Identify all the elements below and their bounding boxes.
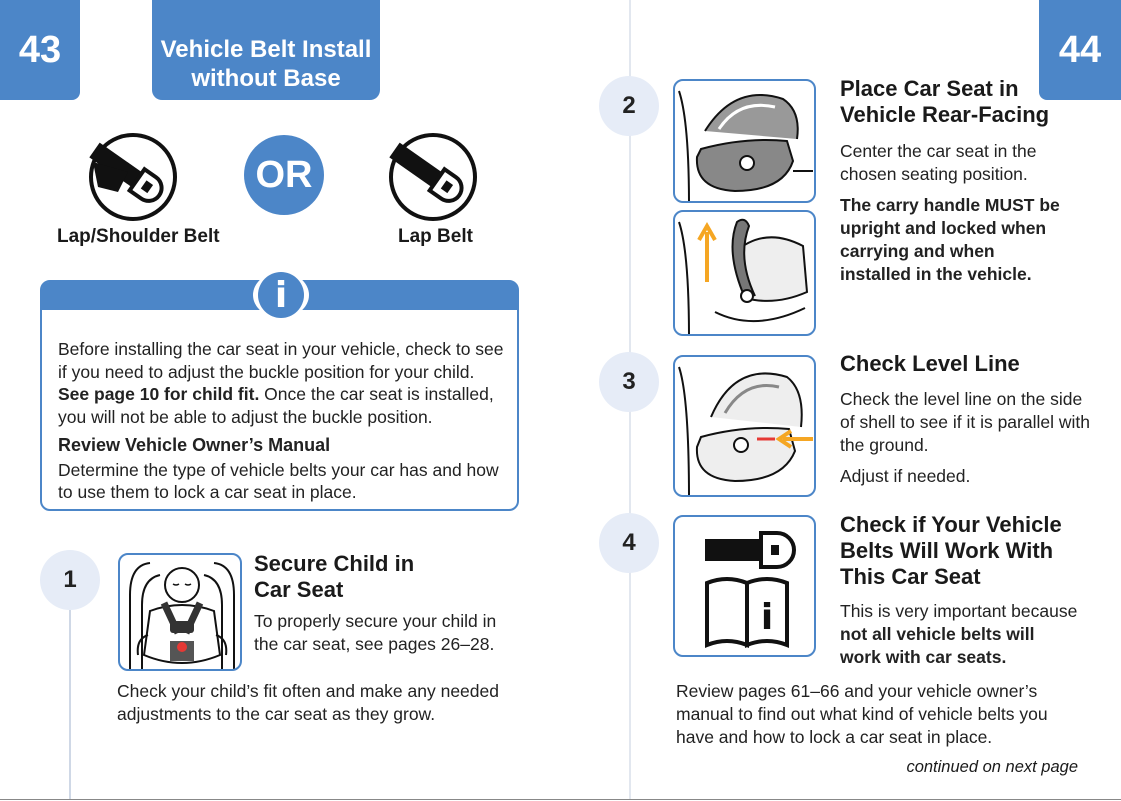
step-4-title-line1: Check if Your Vehicle <box>840 512 1062 537</box>
belt-and-manual-icon <box>675 517 816 657</box>
step-2-illustration-bottom <box>673 210 816 336</box>
step-1-illustration <box>118 553 242 671</box>
step-3-title: Check Level Line <box>840 351 1020 376</box>
step-3-text-block <box>840 388 1090 496</box>
step-1-title-line2: Car Seat <box>254 577 344 602</box>
step-4-text-bold: not all vehicle belts will work with car seats. <box>840 624 1035 667</box>
step-4-title-line2: Belts Will Work With <box>840 538 1054 563</box>
step-2-number: 2 <box>599 76 659 136</box>
step-4-text-part-a: This is very important because <box>840 601 1078 621</box>
info-icon: i <box>258 272 304 318</box>
step-3-number: 3 <box>599 352 659 412</box>
step-2-illustration-top <box>673 79 816 203</box>
step-4-title-line3: This Car Seat <box>840 564 981 589</box>
section-header-line1: Vehicle Belt Install <box>160 36 372 63</box>
step-1-text: To properly secure your child in the car seat, see pages 26–28. <box>254 611 497 654</box>
car-seat-icon <box>675 81 816 203</box>
carry-handle-upright-icon <box>675 212 816 336</box>
step-2-text: Center the car seat in the chosen seating position. <box>840 141 1037 184</box>
or-badge: OR <box>244 135 324 215</box>
step-1-title-line1: Secure Child in <box>254 551 415 576</box>
step-2-title-line1: Place Car Seat in <box>840 76 1019 101</box>
step-2-title-line2: Vehicle Rear-Facing <box>840 102 1050 127</box>
step-3-adjust: Adjust if needed. <box>840 466 971 486</box>
continued-note: continued on next page <box>906 758 1078 776</box>
step-2-warning: The carry handle MUST be upright and locked when carrying and when installed in the vehicle. <box>840 195 1060 284</box>
step-4-number: 4 <box>599 513 659 573</box>
step-2-title <box>840 76 1049 128</box>
step-1-after-text: Check your child’s fit often and make any needed adjustments to the car seat as they grow. <box>117 681 499 724</box>
child-in-seat-icon <box>120 555 242 671</box>
section-header-line2: without Base <box>191 65 341 92</box>
section-header <box>152 0 380 100</box>
step-4-after-text: Review pages 61–66 and your vehicle owner’s manual to find out what kind of vehicle belts you have and how to lock a car seat in place. <box>676 681 1048 747</box>
step-3-illustration <box>673 355 816 497</box>
manual-icon-letter: i <box>760 597 774 638</box>
info-icon-wrapper <box>253 272 309 318</box>
step-2-text-block <box>840 140 1070 294</box>
level-line-icon <box>675 357 816 497</box>
page-number-right: 44 <box>1039 0 1121 100</box>
page-number-left: 43 <box>0 0 80 100</box>
step-4-illustration <box>673 515 816 657</box>
info-paragraph-1 <box>58 338 510 428</box>
lap-belt-icon <box>388 132 478 222</box>
timeline-left <box>69 610 71 800</box>
info-para1-bold: See page 10 for child fit. <box>58 384 260 404</box>
lap-shoulder-belt-label: Lap/Shoulder Belt <box>57 226 220 247</box>
info-paragraph-2: Determine the type of vehicle belts your car has and how to use them to lock a car seat in place. <box>58 459 499 502</box>
lap-shoulder-belt-icon <box>88 132 178 222</box>
info-para1-part-a: Before installing the car seat in your vehicle, check to see if you need to adjust the buckle position for your child. <box>58 339 504 382</box>
step-1-number: 1 <box>40 550 100 610</box>
info-heading: Review Vehicle Owner’s Manual <box>58 435 331 455</box>
step-1-title <box>254 551 414 603</box>
info-para1-part-b: Once the car seat is installed, you will not be able to adjust the buckle position. <box>58 384 494 427</box>
step-4-title <box>840 512 1062 590</box>
info-box-text <box>58 338 510 510</box>
step-3-text: Check the level line on the side of shell to see if it is parallel with the ground. <box>840 389 1090 455</box>
step-4-text <box>840 600 1080 669</box>
bottom-rule <box>0 799 1121 800</box>
lap-belt-label: Lap Belt <box>398 226 473 247</box>
